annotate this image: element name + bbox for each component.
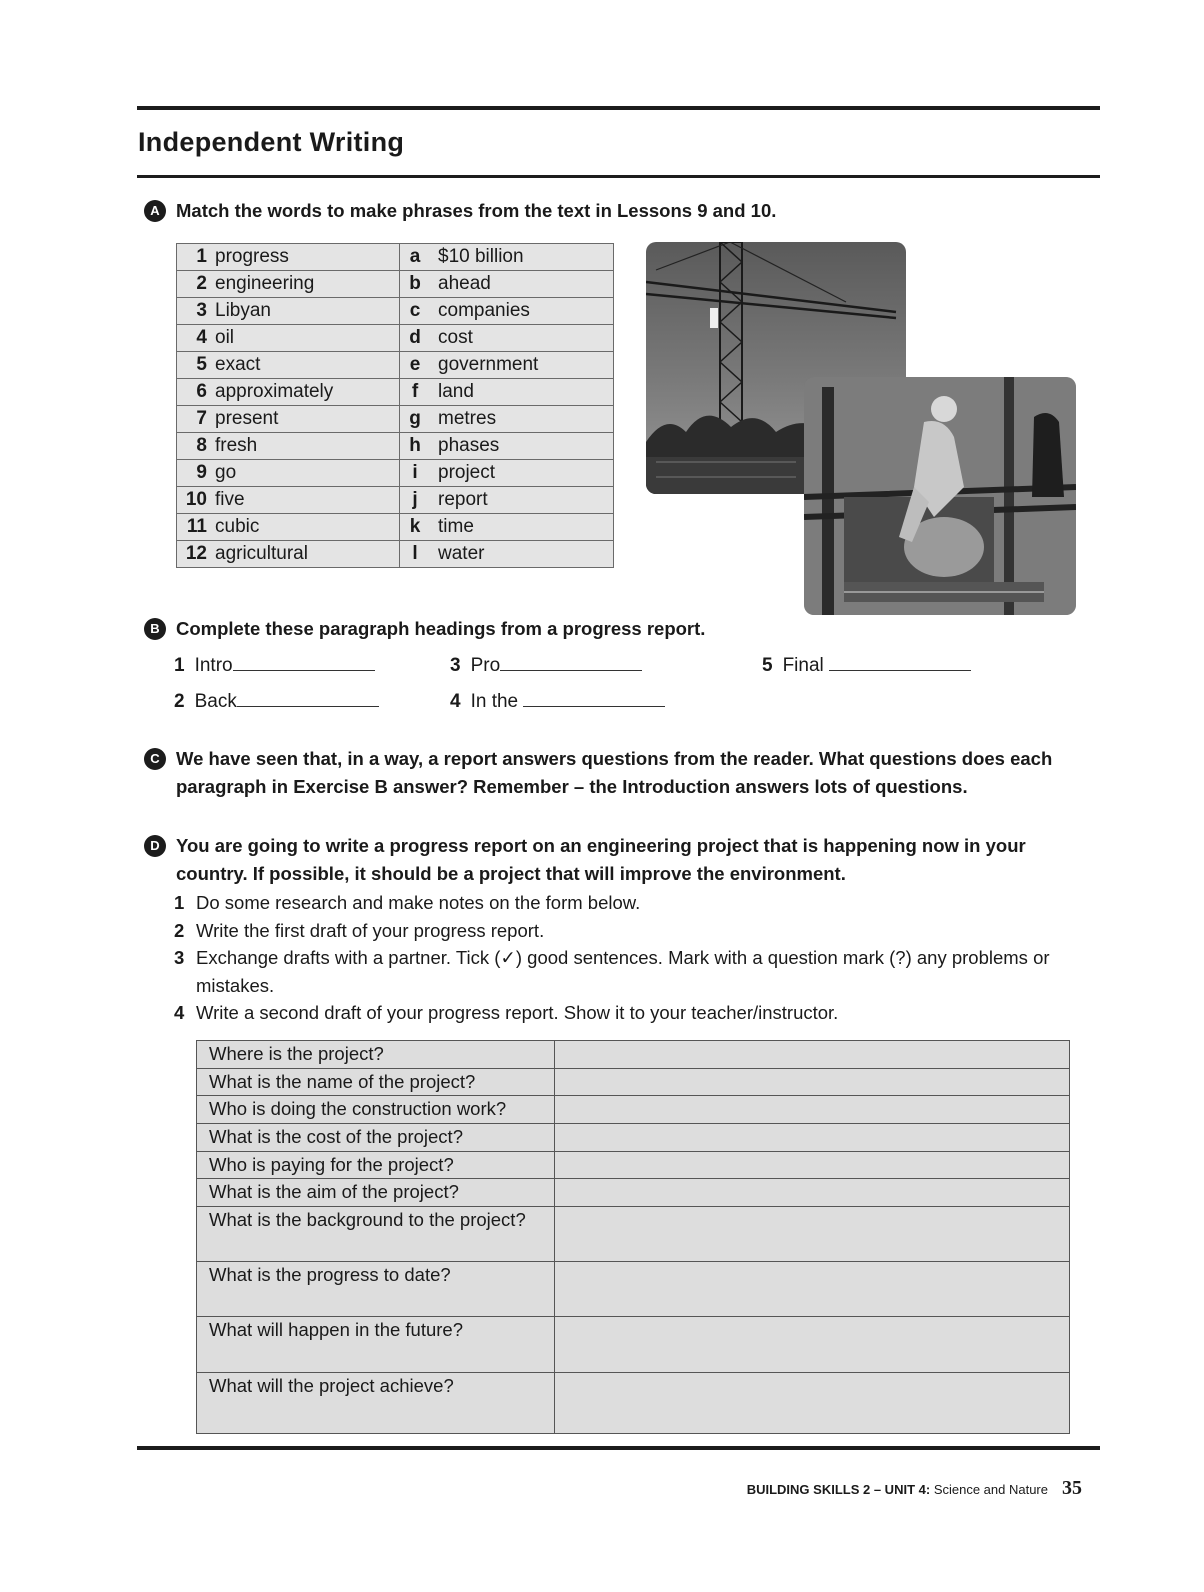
exercise-b-icon: B (144, 618, 166, 640)
table-row (197, 1096, 1070, 1124)
exercise-b-instruction: Complete these paragraph headings from a progress report. (176, 618, 706, 639)
answer-blank[interactable] (523, 688, 665, 707)
form-answer-cell[interactable] (555, 1041, 1070, 1069)
exercise-a-icon: A (144, 200, 166, 222)
table-row (197, 1124, 1070, 1152)
list-item: 2 Write the first draft of your progress report. (174, 919, 545, 941)
list-item: 1 Do some research and make notes on the form below. (174, 892, 641, 913)
exercise-c-instruction: We have seen that, in a way, a report answers questions from the reader. What questions does each paragraph in Exercise B answer? Remember – the Introduction answers lots of questions. (176, 748, 1053, 797)
table-row (197, 1262, 1070, 1317)
answer-blank[interactable] (500, 652, 642, 671)
form-answer-cell[interactable] (555, 1152, 1070, 1179)
table-row (177, 379, 614, 406)
exercise-d-heading (144, 832, 1081, 888)
left-cell: 2 engineering (177, 271, 400, 298)
list-item: 4 Write a second draft of your progress report. Show it to your teacher/instructor. (174, 1002, 839, 1023)
form-answer-cell[interactable] (555, 1069, 1070, 1096)
heading-item-3: 3 Pro (450, 652, 642, 678)
form-question: Where is the project? (197, 1041, 555, 1069)
table-row (177, 406, 614, 433)
form-question: What is the name of the project? (197, 1069, 555, 1096)
right-cell: i project (400, 460, 614, 487)
table-row (197, 1152, 1070, 1179)
right-cell: c companies (400, 298, 614, 325)
exercise-a-instruction: Match the words to make phrases from the text in Lessons 9 and 10. (176, 200, 777, 221)
form-question: What is the progress to date? (197, 1262, 555, 1317)
exercise-c-heading (144, 745, 1081, 801)
right-cell: l water (400, 541, 614, 568)
table-row (177, 325, 614, 352)
table-row (197, 1317, 1070, 1373)
footer-series: BUILDING SKILLS 2 – UNIT 4: (746, 1482, 931, 1497)
table-row (197, 1069, 1070, 1096)
form-question: Who is doing the construction work? (197, 1096, 555, 1124)
table-row (197, 1207, 1070, 1262)
form-answer-cell[interactable] (555, 1207, 1070, 1262)
table-row (177, 460, 614, 487)
right-cell: k time (400, 514, 614, 541)
notes-form (196, 1040, 1070, 1434)
form-question: What is the cost of the project? (197, 1124, 555, 1152)
table-row (177, 514, 614, 541)
table-row (197, 1179, 1070, 1207)
table-row (177, 298, 614, 325)
form-answer-cell[interactable] (555, 1179, 1070, 1207)
form-question: Who is paying for the project? (197, 1152, 555, 1179)
table-row (177, 487, 614, 514)
form-question: What will the project achieve? (197, 1373, 555, 1434)
exercise-d-icon: D (144, 835, 166, 857)
left-cell: 11 cubic (177, 514, 400, 541)
right-cell: j report (400, 487, 614, 514)
title-rule (137, 175, 1100, 178)
left-cell: 12 agricultural (177, 541, 400, 568)
exercise-c-icon: C (144, 748, 166, 770)
page-number: 35 (1062, 1477, 1082, 1499)
exercise-d-steps (174, 889, 1074, 1027)
form-answer-cell[interactable] (555, 1124, 1070, 1152)
right-cell: f land (400, 379, 614, 406)
form-question: What is the background to the project? (197, 1207, 555, 1262)
page-footer (747, 1477, 1082, 1500)
form-answer-cell[interactable] (555, 1373, 1070, 1434)
table-row (177, 244, 614, 271)
top-rule (137, 106, 1100, 110)
answer-blank[interactable] (829, 652, 971, 671)
table-row (197, 1373, 1070, 1434)
right-cell: d cost (400, 325, 614, 352)
table-row (177, 541, 614, 568)
list-item: 3 Exchange drafts with a partner. Tick (✓) good sentences. Mark with a question mark (?) any problems or mistakes. (174, 947, 1050, 996)
left-cell: 4 oil (177, 325, 400, 352)
right-cell: a $10 billion (400, 244, 614, 271)
table-row (177, 352, 614, 379)
table-row (177, 271, 614, 298)
heading-item-5: 5 Final (762, 652, 971, 678)
matching-table (176, 243, 614, 568)
right-cell: h phases (400, 433, 614, 460)
footer-unit-title: Science and Nature (933, 1482, 1048, 1497)
heading-item-1: 1 Intro (174, 652, 375, 678)
left-cell: 1 progress (177, 244, 400, 271)
answer-blank[interactable] (233, 652, 375, 671)
form-question: What is the aim of the project? (197, 1179, 555, 1207)
left-cell: 3 Libyan (177, 298, 400, 325)
form-question: What will happen in the future? (197, 1317, 555, 1373)
table-row (177, 433, 614, 460)
exercise-a-heading (144, 197, 1081, 225)
left-cell: 5 exact (177, 352, 400, 379)
table-row (197, 1041, 1070, 1069)
exercise-d-instruction: You are going to write a progress report on an engineering project that is happening now in your country. If possible, it should be a project that will improve the environment. (176, 835, 1026, 884)
left-cell: 9 go (177, 460, 400, 487)
right-cell: e government (400, 352, 614, 379)
page-title: Independent Writing (138, 127, 405, 157)
heading-item-4: 4 In the (450, 688, 665, 714)
form-answer-cell[interactable] (555, 1262, 1070, 1317)
form-answer-cell[interactable] (555, 1096, 1070, 1124)
construction-worker-photo (804, 377, 1076, 615)
left-cell: 10 five (177, 487, 400, 514)
form-answer-cell[interactable] (555, 1317, 1070, 1373)
exercise-b-heading (144, 615, 1081, 643)
right-cell: g metres (400, 406, 614, 433)
right-cell: b ahead (400, 271, 614, 298)
left-cell: 7 present (177, 406, 400, 433)
left-cell: 6 approximately (177, 379, 400, 406)
bottom-rule (137, 1446, 1100, 1450)
left-cell: 8 fresh (177, 433, 400, 460)
answer-blank[interactable] (237, 688, 379, 707)
heading-item-2: 2 Back (174, 688, 379, 714)
